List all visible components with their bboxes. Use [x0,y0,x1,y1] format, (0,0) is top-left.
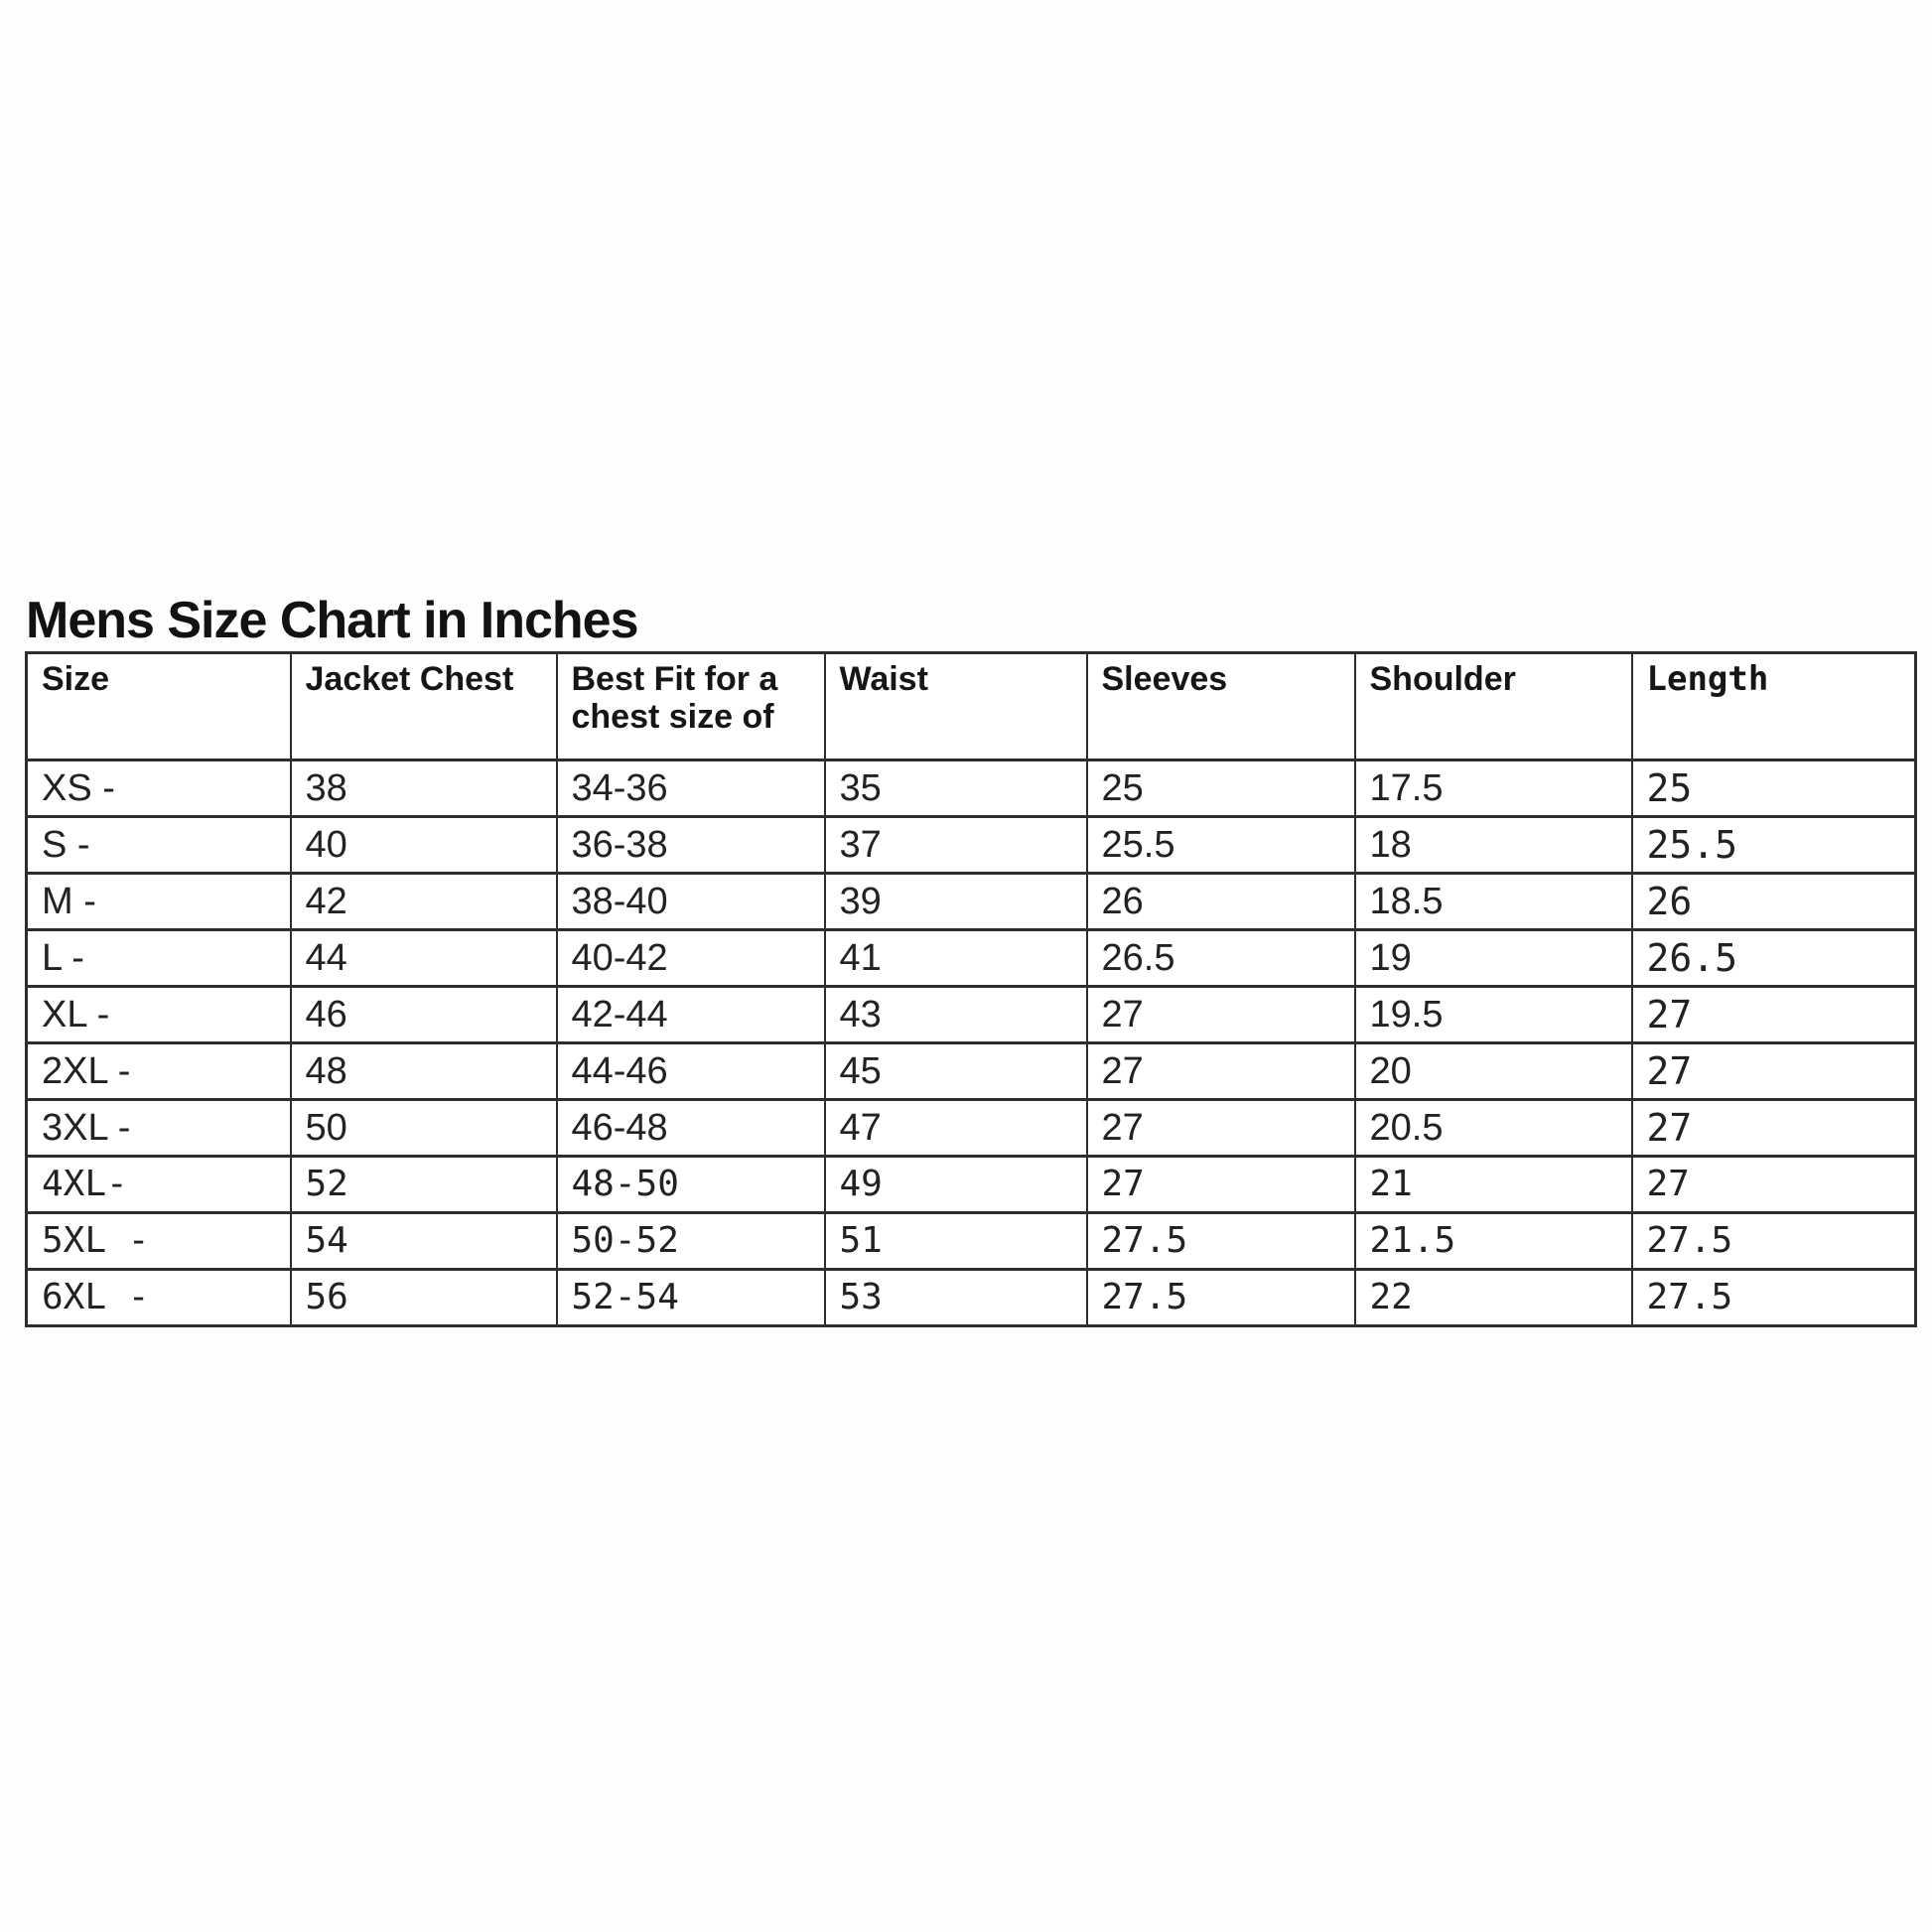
measurement-cell: 50-52 [557,1213,825,1270]
measurement-cell: 22 [1355,1270,1632,1326]
measurement-cell: 21 [1355,1157,1632,1213]
measurement-cell: 37 [825,817,1087,874]
measurement-cell: 27 [1632,1157,1916,1213]
size-label-cell: M - [27,874,291,930]
measurement-cell: 25.5 [1087,817,1355,874]
measurement-cell: 27 [1632,1100,1916,1157]
measurement-cell: 26.5 [1087,930,1355,987]
measurement-cell: 38-40 [557,874,825,930]
size-label-cell: 5XL - [27,1213,291,1270]
measurement-cell: 18.5 [1355,874,1632,930]
measurement-cell: 27 [1087,1157,1355,1213]
size-label-cell: XL - [27,987,291,1043]
measurement-cell: 53 [825,1270,1087,1326]
measurement-cell: 36-38 [557,817,825,874]
measurement-cell: 48 [291,1043,557,1100]
measurement-cell: 52-54 [557,1270,825,1326]
table-row [27,760,1916,817]
table-body [27,760,1916,1326]
measurement-cell: 26 [1087,874,1355,930]
measurement-cell: 43 [825,987,1087,1043]
measurement-cell: 34-36 [557,760,825,817]
size-label-cell: 4XL- [27,1157,291,1213]
measurement-cell: 50 [291,1100,557,1157]
table-row [27,1157,1916,1213]
measurement-cell: 51 [825,1213,1087,1270]
size-label-cell: 6XL - [27,1270,291,1326]
measurement-cell: 25 [1087,760,1355,817]
measurement-cell: 42-44 [557,987,825,1043]
table-row [27,874,1916,930]
table-row [27,930,1916,987]
measurement-cell: 27.5 [1087,1213,1355,1270]
measurement-cell: 41 [825,930,1087,987]
measurement-cell: 46 [291,987,557,1043]
measurement-cell: 25.5 [1632,817,1916,874]
measurement-cell: 19 [1355,930,1632,987]
column-header-sleeves: Sleeves [1087,653,1355,760]
page-title: Mens Size Chart in Inches [26,592,638,649]
measurement-cell: 27 [1087,987,1355,1043]
measurement-cell: 27.5 [1087,1270,1355,1326]
table-row [27,817,1916,874]
column-header-shoulder: Shoulder [1355,653,1632,760]
column-header-size: Size [27,653,291,760]
measurement-cell: 21.5 [1355,1213,1632,1270]
measurement-cell: 27 [1632,987,1916,1043]
measurement-cell: 17.5 [1355,760,1632,817]
measurement-cell: 52 [291,1157,557,1213]
measurement-cell: 46-48 [557,1100,825,1157]
measurement-cell: 44-46 [557,1043,825,1100]
size-label-cell: XS - [27,760,291,817]
table-header [27,653,1916,760]
size-label-cell: S - [27,817,291,874]
measurement-cell: 49 [825,1157,1087,1213]
measurement-cell: 35 [825,760,1087,817]
table-row [27,1270,1916,1326]
measurement-cell: 20 [1355,1043,1632,1100]
measurement-cell: 56 [291,1270,557,1326]
measurement-cell: 27 [1632,1043,1916,1100]
mens-size-chart-table [25,651,1917,1327]
table-row [27,1213,1916,1270]
column-header-waist: Waist [825,653,1087,760]
measurement-cell: 26.5 [1632,930,1916,987]
measurement-cell: 39 [825,874,1087,930]
header-row [27,653,1916,760]
measurement-cell: 25 [1632,760,1916,817]
measurement-cell: 42 [291,874,557,930]
size-label-cell: 2XL - [27,1043,291,1100]
measurement-cell: 54 [291,1213,557,1270]
measurement-cell: 48-50 [557,1157,825,1213]
column-header-jacket-chest: Jacket Chest [291,653,557,760]
column-header-best-fit-for-a-chest-size-of: Best Fit for a chest size of [557,653,825,760]
measurement-cell: 27 [1087,1043,1355,1100]
measurement-cell: 40-42 [557,930,825,987]
measurement-cell: 27.5 [1632,1270,1916,1326]
measurement-cell: 38 [291,760,557,817]
measurement-cell: 20.5 [1355,1100,1632,1157]
table-row [27,987,1916,1043]
size-label-cell: 3XL - [27,1100,291,1157]
table-row [27,1043,1916,1100]
measurement-cell: 45 [825,1043,1087,1100]
measurement-cell: 27 [1087,1100,1355,1157]
measurement-cell: 27.5 [1632,1213,1916,1270]
measurement-cell: 19.5 [1355,987,1632,1043]
measurement-cell: 44 [291,930,557,987]
column-header-length: Length [1632,653,1916,760]
table-row [27,1100,1916,1157]
measurement-cell: 40 [291,817,557,874]
measurement-cell: 18 [1355,817,1632,874]
measurement-cell: 26 [1632,874,1916,930]
size-label-cell: L - [27,930,291,987]
measurement-cell: 47 [825,1100,1087,1157]
